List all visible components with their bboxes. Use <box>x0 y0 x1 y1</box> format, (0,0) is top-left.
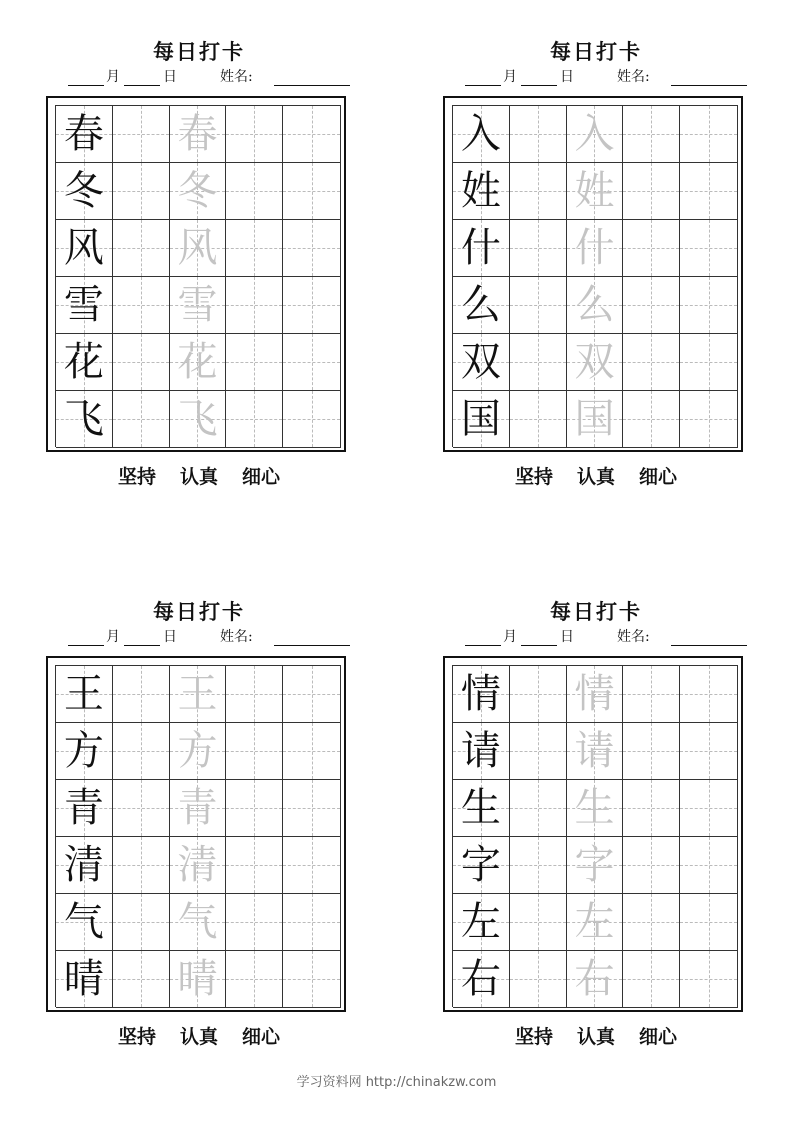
blank-practice-cell[interactable] <box>226 723 283 780</box>
model-character: 入 <box>460 111 501 157</box>
grid-row <box>453 391 738 448</box>
model-character: 青 <box>63 785 104 831</box>
trace-character: 情 <box>574 671 615 717</box>
blank-practice-cell[interactable] <box>283 334 341 391</box>
trace-cell <box>170 723 227 780</box>
blank-practice-cell[interactable] <box>680 723 738 780</box>
trace-character: 么 <box>574 282 615 328</box>
writing-grid-frame <box>46 96 346 452</box>
model-cell <box>453 391 510 448</box>
model-character: 王 <box>63 671 104 717</box>
trace-character: 什 <box>574 225 615 271</box>
motto-line <box>443 462 749 489</box>
trace-character: 晴 <box>177 956 218 1002</box>
model-cell <box>56 277 113 334</box>
motto-word: 坚持 <box>514 466 553 488</box>
grid-row <box>453 780 738 837</box>
model-character: 飞 <box>63 396 104 442</box>
blank-practice-cell[interactable] <box>680 220 738 277</box>
blank-practice-cell[interactable] <box>226 106 283 163</box>
grid-row <box>453 334 738 391</box>
grid-row <box>56 106 341 163</box>
grid-row <box>56 780 341 837</box>
blank-practice-cell[interactable] <box>113 220 170 277</box>
trace-cell <box>567 106 624 163</box>
card-title: 每日打卡 <box>153 39 245 64</box>
grid-row <box>56 951 341 1008</box>
blank-practice-cell[interactable] <box>680 894 738 951</box>
date-name-line <box>443 628 749 650</box>
trace-cell <box>170 951 227 1008</box>
blank-practice-cell[interactable] <box>113 334 170 391</box>
trace-cell <box>567 951 624 1008</box>
model-cell <box>453 723 510 780</box>
writing-grid <box>55 665 341 1007</box>
trace-character: 姓 <box>574 168 615 214</box>
day-blank[interactable] <box>521 628 557 646</box>
model-character: 双 <box>460 339 501 385</box>
model-character: 右 <box>460 956 501 1002</box>
trace-character: 春 <box>177 111 218 157</box>
trace-character: 方 <box>177 728 218 774</box>
card-title: 每日打卡 <box>153 599 245 624</box>
model-character: 生 <box>460 785 501 831</box>
blank-practice-cell[interactable] <box>283 391 341 448</box>
trace-cell <box>170 837 227 894</box>
blank-practice-cell[interactable] <box>510 163 567 220</box>
blank-practice-cell[interactable] <box>623 163 680 220</box>
trace-cell <box>567 163 624 220</box>
blank-practice-cell[interactable] <box>510 837 567 894</box>
trace-cell <box>170 780 227 837</box>
trace-cell <box>567 277 624 334</box>
grid-row <box>56 163 341 220</box>
blank-practice-cell[interactable] <box>623 951 680 1008</box>
trace-character: 左 <box>574 899 615 945</box>
model-character: 清 <box>63 842 104 888</box>
blank-practice-cell[interactable] <box>680 277 738 334</box>
grid-row <box>453 951 738 1008</box>
model-character: 花 <box>63 339 104 385</box>
model-character: 雪 <box>63 282 104 328</box>
blank-practice-cell[interactable] <box>680 334 738 391</box>
month-label: 月 <box>503 69 517 85</box>
name-blank[interactable] <box>274 68 350 86</box>
model-cell <box>56 163 113 220</box>
blank-practice-cell[interactable] <box>510 666 567 723</box>
grid-row <box>56 277 341 334</box>
model-cell <box>56 951 113 1008</box>
writing-grid <box>55 105 341 447</box>
grid-row <box>453 723 738 780</box>
blank-practice-cell[interactable] <box>283 106 341 163</box>
blank-practice-cell[interactable] <box>283 163 341 220</box>
name-label: 姓名: <box>617 629 650 645</box>
blank-practice-cell[interactable] <box>510 951 567 1008</box>
grid-row <box>453 220 738 277</box>
grid-row <box>453 277 738 334</box>
trace-cell <box>170 277 227 334</box>
trace-character: 青 <box>177 785 218 831</box>
writing-grid <box>452 665 738 1007</box>
name-label: 姓名: <box>220 629 253 645</box>
trace-cell <box>170 106 227 163</box>
trace-character: 字 <box>574 842 615 888</box>
blank-practice-cell[interactable] <box>226 951 283 1008</box>
blank-practice-cell[interactable] <box>623 894 680 951</box>
grid-row <box>56 894 341 951</box>
model-character: 国 <box>460 396 501 442</box>
motto-line <box>46 462 352 489</box>
blank-practice-cell[interactable] <box>226 894 283 951</box>
grid-row <box>56 666 341 723</box>
model-cell <box>56 780 113 837</box>
grid-row <box>56 391 341 448</box>
blank-practice-cell[interactable] <box>113 106 170 163</box>
blank-practice-cell[interactable] <box>113 163 170 220</box>
name-label: 姓名: <box>220 69 253 85</box>
trace-character: 冬 <box>177 168 218 214</box>
blank-practice-cell[interactable] <box>510 220 567 277</box>
blank-practice-cell[interactable] <box>113 951 170 1008</box>
model-character: 风 <box>63 225 104 271</box>
blank-practice-cell[interactable] <box>680 106 738 163</box>
motto-word: 认真 <box>179 466 218 488</box>
trace-cell <box>170 666 227 723</box>
blank-practice-cell[interactable] <box>623 780 680 837</box>
blank-practice-cell[interactable] <box>680 837 738 894</box>
trace-cell <box>170 163 227 220</box>
model-cell <box>453 334 510 391</box>
day-blank[interactable] <box>124 68 160 86</box>
motto-word: 坚持 <box>117 1026 156 1048</box>
motto-line <box>46 1022 352 1049</box>
blank-practice-cell[interactable] <box>510 780 567 837</box>
grid-row <box>56 837 341 894</box>
model-character: 情 <box>460 671 501 717</box>
grid-row <box>453 106 738 163</box>
grid-row <box>453 163 738 220</box>
model-cell <box>453 666 510 723</box>
blank-practice-cell[interactable] <box>510 391 567 448</box>
model-cell <box>56 837 113 894</box>
blank-practice-cell[interactable] <box>113 391 170 448</box>
trace-character: 风 <box>177 225 218 271</box>
model-character: 方 <box>63 728 104 774</box>
trace-cell <box>170 220 227 277</box>
trace-character: 清 <box>177 842 218 888</box>
blank-practice-cell[interactable] <box>283 666 341 723</box>
model-cell <box>453 106 510 163</box>
model-cell <box>453 220 510 277</box>
blank-practice-cell[interactable] <box>510 106 567 163</box>
blank-practice-cell[interactable] <box>510 723 567 780</box>
grid-row <box>453 837 738 894</box>
blank-practice-cell[interactable] <box>283 723 341 780</box>
model-character: 么 <box>460 282 501 328</box>
grid-row <box>56 334 341 391</box>
name-label: 姓名: <box>617 69 650 85</box>
date-name-line <box>46 628 352 650</box>
month-blank[interactable] <box>68 628 104 646</box>
writing-grid-frame <box>443 656 743 1012</box>
model-character: 字 <box>460 842 501 888</box>
trace-cell <box>170 391 227 448</box>
blank-practice-cell[interactable] <box>623 837 680 894</box>
trace-character: 花 <box>177 339 218 385</box>
card-title: 每日打卡 <box>550 39 642 64</box>
trace-cell <box>170 334 227 391</box>
trace-character: 飞 <box>177 396 218 442</box>
blank-practice-cell[interactable] <box>623 106 680 163</box>
card-title: 每日打卡 <box>550 599 642 624</box>
model-cell <box>453 163 510 220</box>
trace-cell <box>567 334 624 391</box>
motto-line <box>443 1022 749 1049</box>
day-label: 日 <box>560 69 574 85</box>
model-cell <box>453 951 510 1008</box>
trace-cell <box>567 391 624 448</box>
blank-practice-cell[interactable] <box>680 666 738 723</box>
trace-character: 气 <box>177 899 218 945</box>
trace-cell <box>567 894 624 951</box>
date-name-line <box>46 68 352 90</box>
model-character: 气 <box>63 899 104 945</box>
blank-practice-cell[interactable] <box>113 780 170 837</box>
blank-practice-cell[interactable] <box>113 666 170 723</box>
blank-practice-cell[interactable] <box>510 334 567 391</box>
trace-cell <box>567 666 624 723</box>
trace-character: 右 <box>574 956 615 1002</box>
blank-practice-cell[interactable] <box>283 951 341 1008</box>
model-cell <box>453 780 510 837</box>
trace-character: 双 <box>574 339 615 385</box>
day-blank[interactable] <box>124 628 160 646</box>
trace-cell <box>567 220 624 277</box>
month-blank[interactable] <box>68 68 104 86</box>
month-label: 月 <box>106 629 120 645</box>
blank-practice-cell[interactable] <box>226 277 283 334</box>
trace-cell <box>170 894 227 951</box>
model-cell <box>56 106 113 163</box>
blank-practice-cell[interactable] <box>623 220 680 277</box>
blank-practice-cell[interactable] <box>623 391 680 448</box>
grid-row <box>56 220 341 277</box>
month-blank[interactable] <box>465 68 501 86</box>
model-character: 春 <box>63 111 104 157</box>
model-character: 姓 <box>460 168 501 214</box>
blank-practice-cell[interactable] <box>680 780 738 837</box>
model-character: 左 <box>460 899 501 945</box>
blank-practice-cell[interactable] <box>283 837 341 894</box>
day-label: 日 <box>163 69 177 85</box>
trace-character: 入 <box>574 111 615 157</box>
date-name-line <box>443 68 749 90</box>
model-character: 什 <box>460 225 501 271</box>
blank-practice-cell[interactable] <box>680 951 738 1008</box>
motto-word: 细心 <box>242 466 281 488</box>
trace-character: 王 <box>177 671 218 717</box>
blank-practice-cell[interactable] <box>226 666 283 723</box>
blank-practice-cell[interactable] <box>680 163 738 220</box>
blank-practice-cell[interactable] <box>623 723 680 780</box>
model-cell <box>56 666 113 723</box>
motto-word: 坚持 <box>514 1026 553 1048</box>
trace-character: 雪 <box>177 282 218 328</box>
blank-practice-cell[interactable] <box>623 277 680 334</box>
model-cell <box>453 277 510 334</box>
writing-grid-frame <box>443 96 743 452</box>
motto-word: 坚持 <box>117 466 156 488</box>
trace-cell <box>567 723 624 780</box>
model-cell <box>56 220 113 277</box>
blank-practice-cell[interactable] <box>226 220 283 277</box>
trace-cell <box>567 780 624 837</box>
blank-practice-cell[interactable] <box>283 277 341 334</box>
grid-row <box>453 894 738 951</box>
blank-practice-cell[interactable] <box>226 780 283 837</box>
model-character: 冬 <box>63 168 104 214</box>
trace-cell <box>567 837 624 894</box>
day-blank[interactable] <box>521 68 557 86</box>
day-label: 日 <box>560 629 574 645</box>
model-cell <box>56 723 113 780</box>
model-cell <box>56 391 113 448</box>
name-blank[interactable] <box>274 628 350 646</box>
writing-grid <box>452 105 738 447</box>
blank-practice-cell[interactable] <box>623 334 680 391</box>
trace-character: 请 <box>574 728 615 774</box>
blank-practice-cell[interactable] <box>113 277 170 334</box>
blank-practice-cell[interactable] <box>113 894 170 951</box>
model-cell <box>453 837 510 894</box>
blank-practice-cell[interactable] <box>226 837 283 894</box>
model-character: 请 <box>460 728 501 774</box>
trace-character: 国 <box>574 396 615 442</box>
blank-practice-cell[interactable] <box>226 163 283 220</box>
month-label: 月 <box>106 69 120 85</box>
blank-practice-cell[interactable] <box>283 894 341 951</box>
writing-grid-frame <box>46 656 346 1012</box>
motto-word: 认真 <box>576 1026 615 1048</box>
blank-practice-cell[interactable] <box>510 277 567 334</box>
motto-word: 细心 <box>639 466 678 488</box>
model-cell <box>453 894 510 951</box>
model-cell <box>56 894 113 951</box>
blank-practice-cell[interactable] <box>623 666 680 723</box>
blank-practice-cell[interactable] <box>680 391 738 448</box>
model-character: 晴 <box>63 956 104 1002</box>
blank-practice-cell[interactable] <box>226 391 283 448</box>
motto-word: 细心 <box>639 1026 678 1048</box>
blank-practice-cell[interactable] <box>283 780 341 837</box>
month-label: 月 <box>503 629 517 645</box>
site-footer[interactable]: 学习资料网 http://chinakzw.com <box>296 1075 497 1090</box>
model-cell <box>56 334 113 391</box>
blank-practice-cell[interactable] <box>283 220 341 277</box>
grid-row <box>56 723 341 780</box>
month-blank[interactable] <box>465 628 501 646</box>
name-blank[interactable] <box>671 68 747 86</box>
blank-practice-cell[interactable] <box>113 723 170 780</box>
motto-word: 细心 <box>242 1026 281 1048</box>
name-blank[interactable] <box>671 628 747 646</box>
trace-character: 生 <box>574 785 615 831</box>
motto-word: 认真 <box>576 466 615 488</box>
blank-practice-cell[interactable] <box>226 334 283 391</box>
motto-word: 认真 <box>179 1026 218 1048</box>
grid-row <box>453 666 738 723</box>
blank-practice-cell[interactable] <box>510 894 567 951</box>
day-label: 日 <box>163 629 177 645</box>
blank-practice-cell[interactable] <box>113 837 170 894</box>
